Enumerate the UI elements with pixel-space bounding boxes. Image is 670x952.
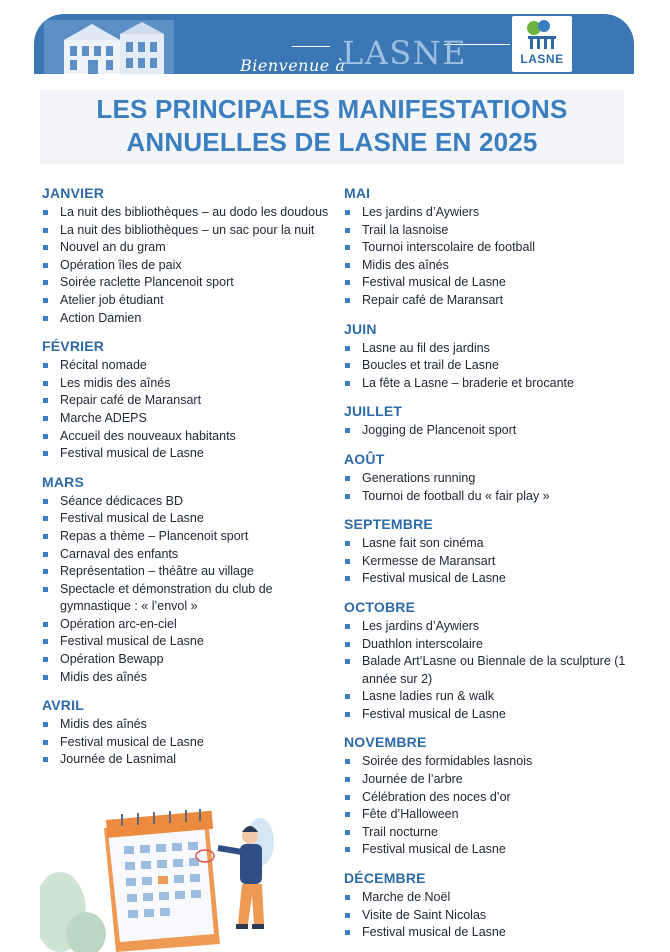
- event-item: La nuit des bibliothèques – au dodo les doudous: [42, 204, 332, 222]
- event-item: Opération arc-en-ciel: [42, 616, 332, 634]
- event-list: [344, 535, 634, 588]
- event-list: [344, 340, 634, 393]
- event-item: Soirée raclette Plancenoit sport: [42, 274, 332, 292]
- event-item: Action Damien: [42, 310, 332, 328]
- month-heading: MAI: [344, 185, 371, 201]
- event-item: Jogging de Plancenoit sport: [344, 422, 634, 440]
- event-item: La fête a Lasne – braderie et brocante: [344, 375, 634, 393]
- event-item: Festival musical de Lasne: [344, 706, 634, 724]
- event-item: Soirée des formidables lasnois: [344, 753, 634, 771]
- month-section-decembre: [344, 867, 634, 942]
- event-item: Marche de Noël: [344, 889, 634, 907]
- event-list: [344, 889, 634, 942]
- month-heading: JANVIER: [42, 185, 105, 201]
- event-item: Festival musical de Lasne: [344, 570, 634, 588]
- event-item: Représentation – théâtre au village: [42, 563, 332, 581]
- event-list: [344, 422, 634, 440]
- month-section-mai: [344, 182, 634, 310]
- event-item: Visite de Saint Nicolas: [344, 907, 634, 925]
- town-name: LASNE: [342, 34, 468, 72]
- event-item: Boucles et trail de Lasne: [344, 357, 634, 375]
- town-logo: [512, 16, 572, 72]
- welcome-text: Bienvenue à: [240, 56, 346, 74]
- event-item: Festival musical de Lasne: [42, 734, 332, 752]
- event-item: Atelier job étudiant: [42, 292, 332, 310]
- event-item: Journée de l’arbre: [344, 771, 634, 789]
- event-list: [344, 204, 634, 310]
- event-item: Tournoi de football du « fair play »: [344, 488, 634, 506]
- event-item: Lasne au fil des jardins: [344, 340, 634, 358]
- month-heading: AOÛT: [344, 450, 385, 467]
- event-item: Generations running: [344, 470, 634, 488]
- month-heading: FÉVRIER: [42, 338, 105, 355]
- event-item: Fête d’Halloween: [344, 806, 634, 824]
- event-item: Spectacle et démonstration du club de gymnastique : « l’envol »: [42, 581, 332, 616]
- calendar-illustration: [40, 784, 300, 952]
- month-heading: NOVEMBRE: [344, 734, 427, 751]
- event-item: Festival musical de Lasne: [42, 510, 332, 528]
- month-section-fevrier: [42, 335, 332, 463]
- page-title-line2: ANNUELLES DE LASNE EN 2025: [126, 127, 538, 157]
- page-title-line1: LES PRINCIPALES MANIFESTATIONS: [96, 94, 568, 124]
- event-item: Tournoi interscolaire de football: [344, 239, 634, 257]
- event-item: Festival musical de Lasne: [344, 924, 634, 942]
- month-section-juillet: [344, 400, 634, 440]
- month-section-janvier: [42, 182, 332, 327]
- month-section-octobre: [344, 596, 634, 724]
- town-hall-illustration: [44, 20, 174, 74]
- event-item: Midis des aînés: [42, 669, 332, 687]
- event-item: Lasne fait son cinéma: [344, 535, 634, 553]
- month-section-aout: [344, 448, 634, 505]
- event-item: Carnaval des enfants: [42, 546, 332, 564]
- event-list: [42, 716, 332, 769]
- event-list: [344, 470, 634, 505]
- month-section-juin: [344, 318, 634, 393]
- event-item: Les jardins d’Aywiers: [344, 618, 634, 636]
- event-item: Accueil des nouveaux habitants: [42, 428, 332, 446]
- event-item: Nouvel an du gram: [42, 239, 332, 257]
- event-item: Trail nocturne: [344, 824, 634, 842]
- month-heading: JUIN: [344, 320, 377, 337]
- event-item: Opération îles de paix: [42, 257, 332, 275]
- event-item: Récital nomade: [42, 357, 332, 375]
- right-column: [344, 182, 634, 950]
- month-heading: DÉCEMBRE: [344, 870, 426, 887]
- event-item: Kermesse de Maransart: [344, 553, 634, 571]
- month-section-mars: [42, 471, 332, 687]
- event-list: [42, 204, 332, 327]
- month-section-avril: [42, 694, 332, 769]
- page-title: [40, 90, 624, 159]
- event-item: Balade Art’Lasne ou Biennale de la sculpture (1 année sur 2): [344, 653, 634, 688]
- page-title-box: [40, 90, 624, 164]
- left-column: [42, 182, 332, 777]
- banner-rule-left: [292, 46, 330, 47]
- month-section-septembre: [344, 513, 634, 588]
- event-item: Trail la lasnoise: [344, 222, 634, 240]
- header-banner: [34, 14, 634, 74]
- event-item: Repair café de Maransart: [42, 392, 332, 410]
- event-item: Journée de Lasnimal: [42, 751, 332, 769]
- town-logo-icon: [512, 16, 572, 52]
- event-list: [344, 618, 634, 724]
- month-section-novembre: [344, 731, 634, 859]
- month-heading: OCTOBRE: [344, 598, 416, 615]
- event-item: Festival musical de Lasne: [42, 445, 332, 463]
- event-item: Festival musical de Lasne: [344, 841, 634, 859]
- event-item: Festival musical de Lasne: [344, 274, 634, 292]
- event-item: Midis des aînés: [344, 257, 634, 275]
- event-item: Duathlon interscolaire: [344, 636, 634, 654]
- event-list: [42, 493, 332, 687]
- event-item: Repas a thème – Plancenoit sport: [42, 528, 332, 546]
- event-item: Festival musical de Lasne: [42, 633, 332, 651]
- event-list: [344, 753, 634, 859]
- event-item: Repair café de Maransart: [344, 292, 634, 310]
- event-item: Séance dédicaces BD: [42, 493, 332, 511]
- event-list: [42, 357, 332, 463]
- event-item: Marche ADEPS: [42, 410, 332, 428]
- event-item: La nuit des bibliothèques – un sac pour la nuit: [42, 222, 332, 240]
- event-item: Midis des aînés: [42, 716, 332, 734]
- event-item: Célébration des noces d’or: [344, 789, 634, 807]
- month-heading: AVRIL: [42, 697, 84, 714]
- month-heading: SEPTEMBRE: [344, 516, 433, 533]
- event-item: Les midis des aînés: [42, 375, 332, 393]
- event-item: Les jardins d’Aywiers: [344, 204, 634, 222]
- event-item: Lasne ladies run & walk: [344, 688, 634, 706]
- logo-text: LASNE: [520, 52, 564, 66]
- event-item: Opération Bewapp: [42, 651, 332, 669]
- month-heading: JUILLET: [344, 403, 403, 420]
- month-heading: MARS: [42, 473, 85, 490]
